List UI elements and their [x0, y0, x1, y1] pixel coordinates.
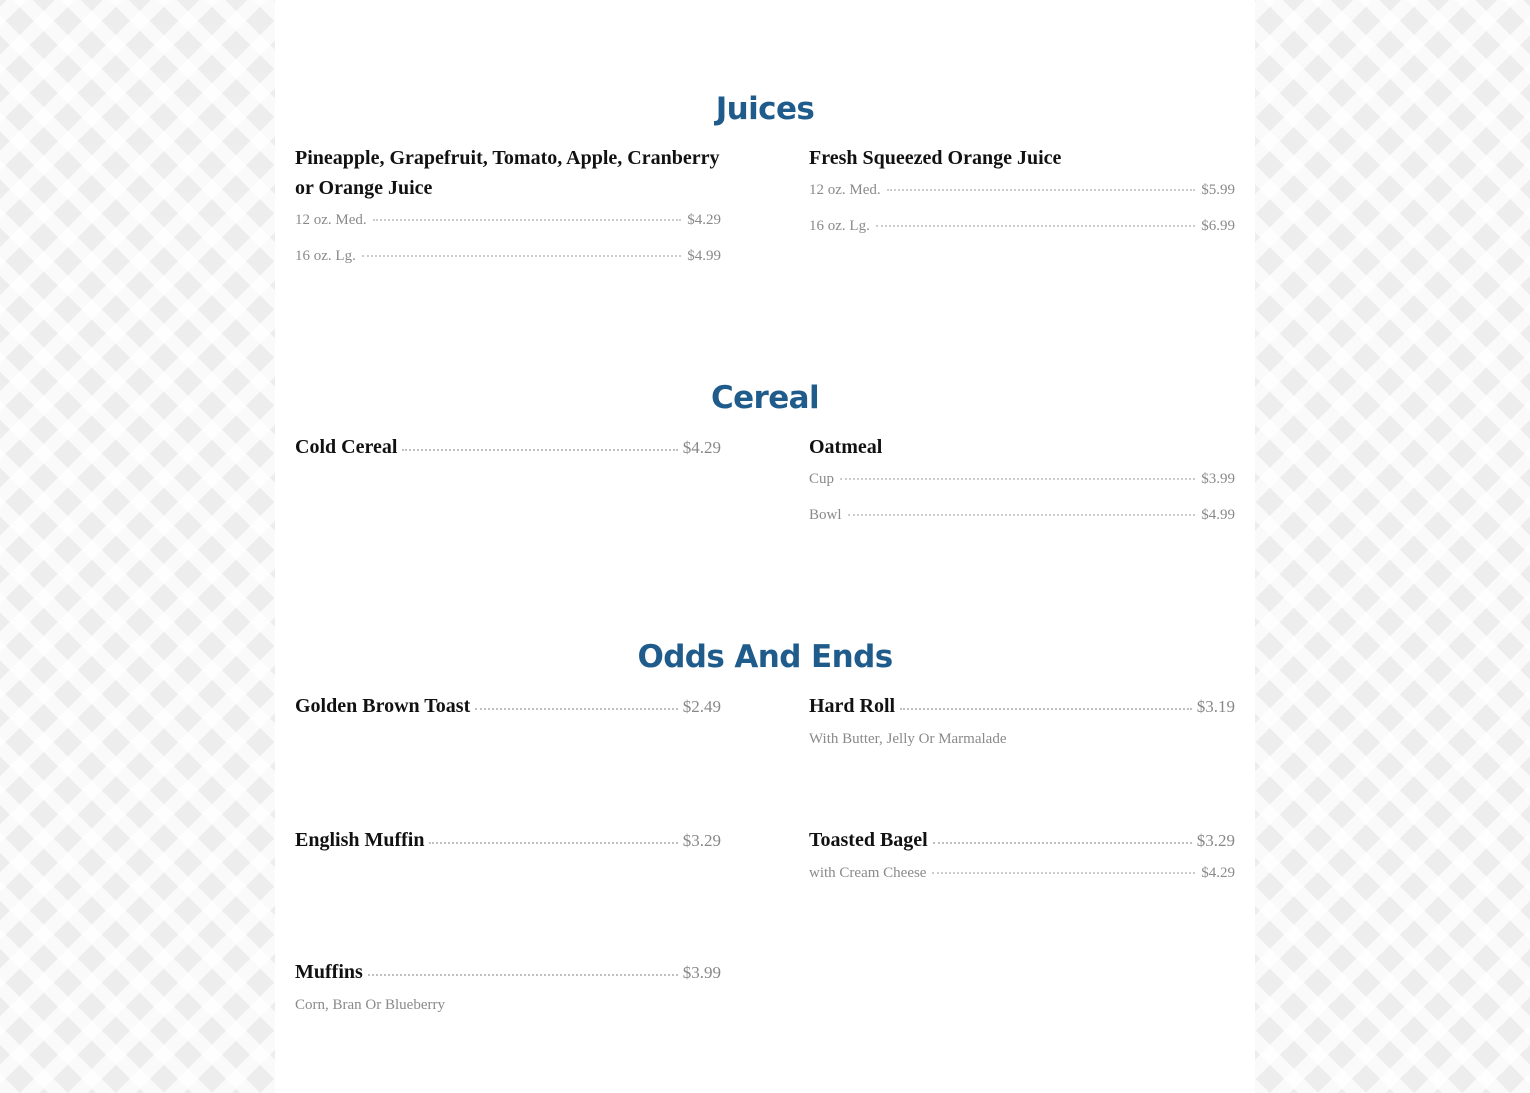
dot-leader — [933, 842, 1192, 844]
dot-leader — [402, 449, 677, 451]
size-price: $3.99 — [1201, 471, 1235, 487]
item-row — [809, 691, 1235, 722]
item-name: Muffins — [295, 961, 363, 983]
size-label: 12 oz. Med. — [295, 212, 367, 228]
size-option-row — [809, 469, 1235, 505]
size-price: $4.99 — [687, 248, 721, 264]
size-label: Cup — [809, 471, 835, 487]
item-name: Pineapple, Grapefruit, Tomato, Apple, Cranberry or Orange Juice — [295, 147, 720, 199]
item-name: Oatmeal — [809, 436, 883, 458]
item-price: $3.29 — [1196, 831, 1235, 850]
size-option-row — [809, 505, 1235, 541]
menu-panel — [275, 0, 1255, 1093]
item-description: With Butter, Jelly Or Marmalade — [809, 731, 1007, 747]
size-option-row — [809, 863, 1235, 899]
size-label: 16 oz. Lg. — [295, 248, 356, 264]
size-label: with Cream Cheese — [809, 865, 927, 881]
size-price: $4.29 — [687, 212, 721, 228]
dot-leader — [373, 219, 682, 221]
size-options — [809, 180, 1235, 252]
item-row — [295, 825, 721, 856]
size-options — [295, 210, 721, 282]
size-label: 16 oz. Lg. — [809, 218, 870, 234]
dot-leader — [362, 255, 681, 257]
item-price: $3.19 — [1196, 697, 1235, 716]
menu-item-golden-brown-toast — [295, 691, 721, 722]
item-name: Toasted Bagel — [809, 829, 928, 851]
size-option-row — [809, 216, 1235, 252]
item-name: Hard Roll — [809, 695, 896, 717]
dot-leader — [876, 225, 1195, 227]
section-title-juices: Juices — [715, 91, 815, 127]
menu-item-hard-roll — [809, 691, 1235, 749]
item-row — [809, 825, 1235, 856]
menu-item-english-muffin — [295, 825, 721, 856]
dot-leader — [840, 478, 1195, 480]
menu-item-oatmeal — [809, 432, 1235, 541]
dot-leader — [475, 708, 678, 710]
size-price: $6.99 — [1201, 218, 1235, 234]
section-title-odds-and-ends: Odds And Ends — [637, 639, 893, 675]
item-price: $4.29 — [682, 438, 721, 457]
size-options — [809, 469, 1235, 541]
item-price: $3.29 — [682, 831, 721, 850]
menu-item-toasted-bagel — [809, 825, 1235, 899]
item-name: Cold Cereal — [295, 436, 398, 458]
item-row — [295, 691, 721, 722]
item-row — [295, 957, 721, 988]
item-name: Golden Brown Toast — [295, 695, 471, 717]
item-name: English Muffin — [295, 829, 425, 851]
dot-leader — [900, 708, 1192, 710]
dot-leader — [429, 842, 677, 844]
size-label: Bowl — [809, 507, 842, 523]
size-price: $4.29 — [1201, 865, 1235, 881]
size-option-row — [809, 180, 1235, 216]
section-title-cereal: Cereal — [710, 380, 820, 416]
item-row — [295, 432, 721, 463]
dot-leader — [932, 872, 1195, 874]
size-option-row — [295, 210, 721, 246]
menu-item-muffins — [295, 957, 721, 1015]
item-description: Corn, Bran Or Blueberry — [295, 997, 445, 1013]
size-price: $5.99 — [1201, 182, 1235, 198]
dot-leader — [848, 514, 1196, 516]
menu-item-cold-cereal — [295, 432, 721, 463]
item-price: $2.49 — [682, 697, 721, 716]
item-price: $3.99 — [682, 963, 721, 982]
menu-item-fresh-orange-juice — [809, 143, 1235, 252]
menu-item-juice-assorted — [295, 143, 721, 282]
dot-leader — [368, 974, 678, 976]
logo-fragment — [812, 0, 872, 4]
size-price: $4.99 — [1201, 507, 1235, 523]
size-label: 12 oz. Med. — [809, 182, 881, 198]
size-options — [809, 863, 1235, 899]
size-option-row — [295, 246, 721, 282]
dot-leader — [887, 189, 1196, 191]
item-name: Fresh Squeezed Orange Juice — [809, 147, 1062, 169]
